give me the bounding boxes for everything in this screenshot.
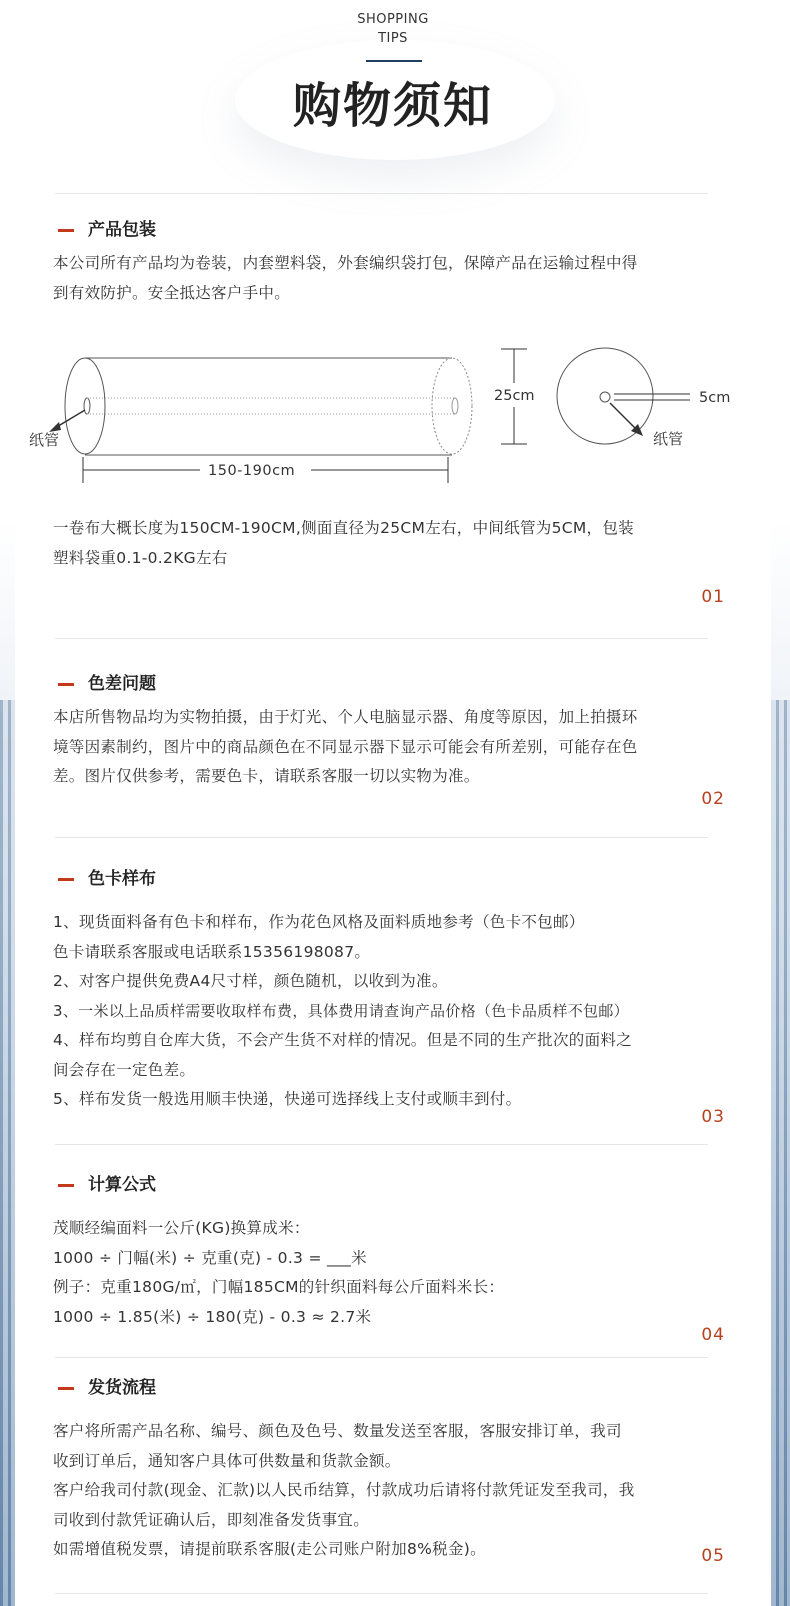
body-line: 本公司所有产品均为卷装，内套塑料袋，外套编织袋打包，保障产品在运输过程中得 <box>53 254 638 272</box>
section-body-color-difference <box>53 703 743 792</box>
body-line: 司收到付款凭证确认后，即刻准备发货事宜。 <box>53 1510 370 1529</box>
divider <box>55 837 708 838</box>
body-line: 1000 ÷ 1.85(米) ÷ 180(克) - 0.3 ≈ 2.7米 <box>53 1307 372 1326</box>
body-line: 色卡请联系客服或电话联系15356198087。 <box>53 942 371 961</box>
body-line: 3、一米以上品质样需要收取样布费，具体费用请查询产品价格（色卡品质样不包邮） <box>53 1001 629 1020</box>
body-line: 境等因素制约，图片中的商品颜色在不同显示器下显示可能会有所差别，可能存在色 <box>53 737 638 756</box>
divider <box>55 1593 708 1594</box>
section-marker <box>58 229 74 232</box>
body-line: 客户给我司付款(现金、汇款)以人民币结算，付款成功后请将付款凭证发至我司，我 <box>53 1481 635 1499</box>
core-label-right: 纸管 <box>653 430 684 448</box>
section-number: 04 <box>701 1325 725 1345</box>
core-label-left: 纸管 <box>29 431 60 449</box>
body-line: 4、样布均剪自仓库大货，不会产生货不对样的情况。但是不同的生产批次的面料之 <box>53 1031 632 1049</box>
body-line: 如需增值税发票，请提前联系客服(走公司账户附加8%税金)。 <box>53 1540 486 1558</box>
section-number: 05 <box>701 1546 725 1566</box>
section-marker <box>58 683 74 686</box>
body-line: 例子：克重180G/㎡，门幅185CM的针织面料每公斤面料米长： <box>53 1278 505 1296</box>
body-line: 差。图片仅供参考，需要色卡，请联系客服一切以实物为准。 <box>53 767 480 785</box>
note-line: 塑料袋重0.1-0.2KG左右 <box>53 548 228 567</box>
section-number: 01 <box>701 587 725 607</box>
body-line: 本店所售物品均为实物拍摄，由于灯光、个人电脑显示器、角度等原因，加上拍摄环 <box>53 708 638 726</box>
body-line: 客户将所需产品名称、编号、颜色及色号、数量发送至客服，客服安排订单，我司 <box>53 1422 622 1440</box>
eyebrow-underline <box>366 60 422 62</box>
body-line: 1、现货面料备有色卡和样布，作为花色风格及面料质地参考（色卡不包邮） <box>53 913 585 931</box>
divider <box>55 1144 708 1145</box>
section-body-shipping <box>53 1417 743 1565</box>
body-line: 收到订单后，通知客户具体可供数量和货款金额。 <box>53 1451 401 1470</box>
page-title: 购物须知 <box>292 78 493 134</box>
section-marker <box>58 878 74 881</box>
section-marker <box>58 1387 74 1390</box>
eyebrow-text-line2: TIPS <box>378 31 408 46</box>
content-card <box>15 0 771 1606</box>
body-line: 间会存在一定色差。 <box>53 1060 196 1079</box>
section-marker <box>58 1184 74 1187</box>
core-diameter-label: 5cm <box>699 390 731 406</box>
section-body-packaging <box>53 249 743 308</box>
body-line: 1000 ÷ 门幅(米) ÷ 克重(克) - 0.3 = ___米 <box>53 1248 367 1267</box>
length-label: 150-190cm <box>208 463 296 479</box>
section-title-swatches: 色卡样布 <box>88 869 156 889</box>
divider <box>55 638 708 639</box>
body-line: 5、样布发货一般选用顺丰快递，快递可选择线上支付或顺丰到付。 <box>53 1090 522 1108</box>
section-body-swatches <box>53 908 743 1115</box>
eyebrow-text-line1: SHOPPING <box>357 12 429 27</box>
diameter-label: 25cm <box>494 388 535 404</box>
divider <box>55 193 708 194</box>
divider <box>55 1357 708 1358</box>
section-body-formula <box>53 1214 743 1332</box>
section-note-packaging <box>53 514 743 573</box>
section-number: 02 <box>701 789 725 809</box>
body-line: 茂顺经编面料一公斤(KG)换算成米： <box>53 1219 310 1237</box>
section-title-formula: 计算公式 <box>88 1175 156 1195</box>
body-line: 2、对客户提供免费A4尺寸样，颜色随机，以收到为准。 <box>53 972 448 990</box>
note-line: 一卷布大概长度为150CM-190CM,侧面直径为25CM左右，中间纸管为5CM，包装 <box>53 519 634 537</box>
section-title-shipping: 发货流程 <box>88 1378 156 1398</box>
section-number: 03 <box>701 1107 725 1127</box>
body-line: 到有效防护。安全抵达客户手中。 <box>53 283 291 302</box>
roll-dimension-diagram <box>15 340 771 500</box>
section-title-packaging: 产品包装 <box>88 220 156 240</box>
section-title-color-difference: 色差问题 <box>88 674 156 694</box>
